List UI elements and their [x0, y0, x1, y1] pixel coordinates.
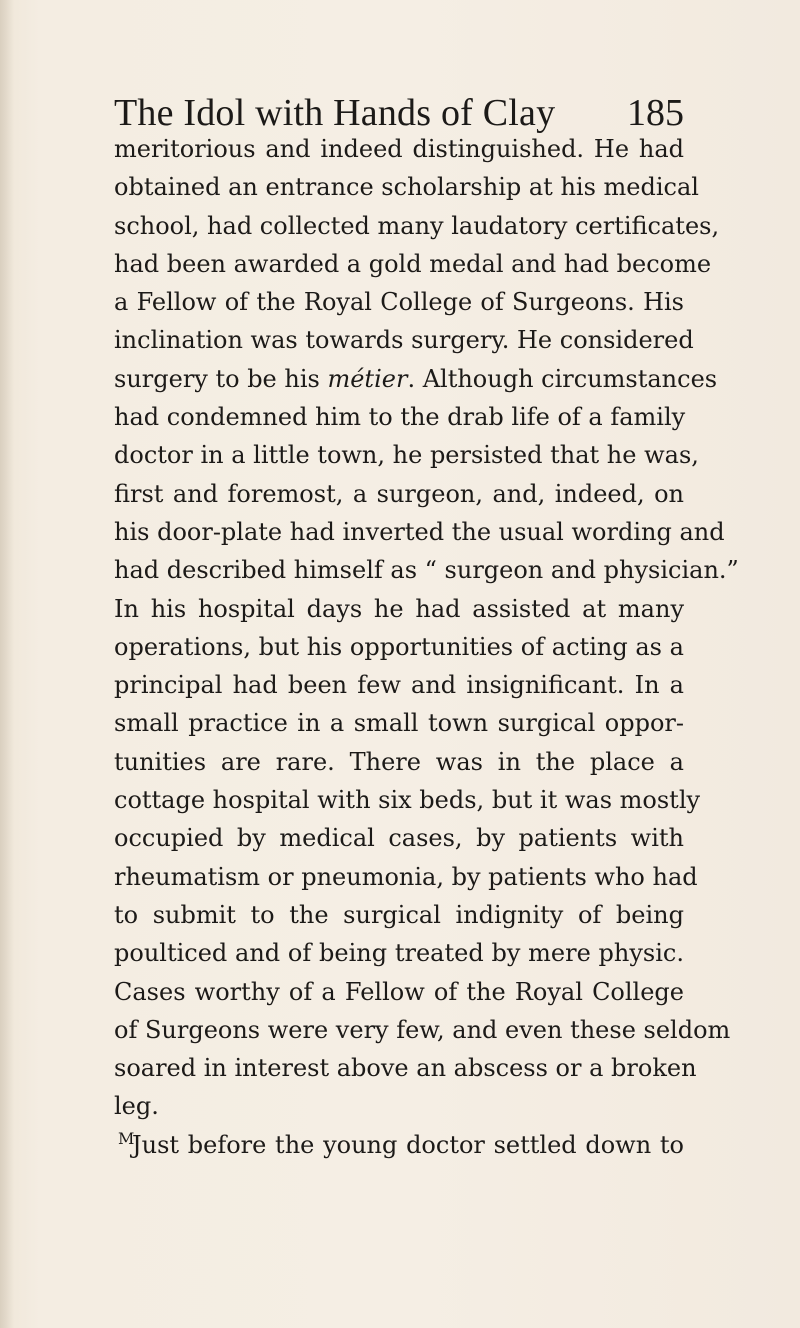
page-gutter-shadow — [0, 0, 14, 1328]
text-line: inclination was towards surgery. He considered — [114, 326, 694, 355]
text-line: a Fellow of the Royal College of Surgeons. His — [114, 288, 684, 317]
text-line: obtained an entrance scholarship at his medical — [114, 173, 699, 202]
text-line: In his hospital days he had assisted at many — [114, 594, 684, 623]
text-line: operations, but his opportunities of acting as a — [114, 632, 684, 661]
italic-word: métier — [327, 364, 408, 393]
text-line: poulticed and of being treated by mere physic. — [114, 939, 684, 968]
running-head: The Idol with Hands of Clay — [114, 92, 556, 134]
text-line: small practice in a small town surgical oppor- — [114, 709, 684, 738]
signature-mark: M — [118, 1129, 136, 1148]
text-line: Cases worthy of a Fellow of the Royal College — [114, 977, 684, 1006]
next-paragraph-first-line: Just before the young doctor settled down to — [132, 1130, 684, 1159]
body-text — [114, 130, 739, 1164]
text-line: occupied by medical cases, by patients with — [114, 824, 684, 853]
text-line: had condemned him to the drab life of a family — [114, 403, 686, 432]
text-line: school, had collected many laudatory certificates, — [114, 211, 720, 240]
text-line: rheumatism or pneumonia, by patients who had — [114, 862, 698, 891]
text-line: had been awarded a gold medal and had become — [114, 249, 712, 278]
text-fragment: . Although circumstances — [407, 364, 718, 393]
page-number: 185 — [627, 92, 684, 134]
text-line: principal had been few and insignificant. In a — [114, 671, 684, 700]
text-line-with-italic — [114, 360, 718, 398]
text-line: doctor in a little town, he persisted that he was, — [114, 441, 699, 470]
text-line: his door-plate had inverted the usual wording and — [114, 517, 725, 546]
text-line: of Surgeons were very few, and even these seldom — [114, 1015, 731, 1044]
text-line: first and foremost, a surgeon, and, indeed, on — [114, 479, 684, 508]
text-line: soared in interest above an abscess or a broken — [114, 1054, 697, 1083]
text-line: to submit to the surgical indignity of being — [114, 900, 684, 929]
text-fragment: surgery to be his — [114, 364, 328, 393]
paragraph-last-line: leg. — [114, 1092, 159, 1121]
text-line: cottage hospital with six beds, but it was mostly — [114, 786, 701, 815]
text-line: tunities are rare. There was in the place a — [114, 747, 684, 776]
text-line: meritorious and indeed distinguished. He had — [114, 135, 684, 163]
text-line: had described himself as “ surgeon and physician.” — [114, 556, 739, 585]
